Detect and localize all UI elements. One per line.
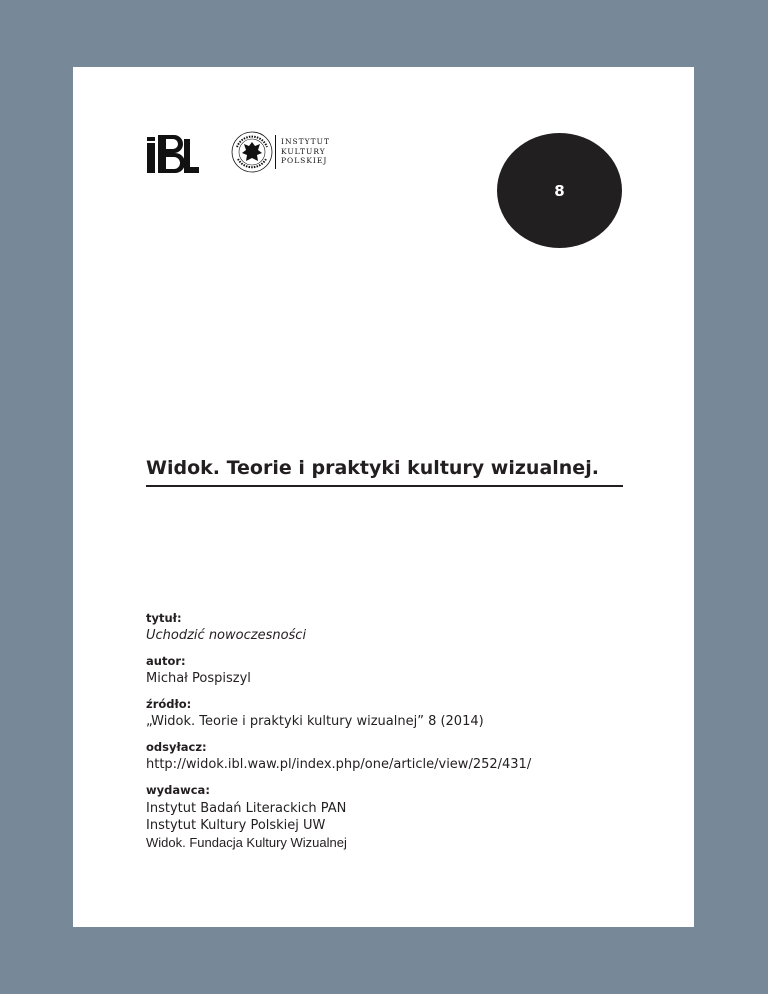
author-label: autor: bbox=[146, 654, 186, 668]
publisher-list bbox=[146, 800, 666, 851]
source-value: „Widok. Teorie i praktyki kultury wizualnej” 8 (2014) bbox=[146, 714, 484, 729]
issue-number: 8 bbox=[554, 181, 565, 200]
title-label: tytuł: bbox=[146, 611, 182, 625]
title-value: Uchodzić nowoczesności bbox=[146, 628, 307, 643]
author-value: Michał Pospiszyl bbox=[146, 671, 251, 686]
publisher-label: wydawca: bbox=[146, 783, 210, 797]
publisher-item: Instytut Kultury Polskiej UW bbox=[146, 818, 326, 833]
logo-divider bbox=[275, 135, 276, 169]
ikp-line: INSTYTUT bbox=[281, 137, 330, 146]
source-label: źródło: bbox=[146, 697, 192, 711]
publisher-item: Instytut Badań Literackich PAN bbox=[146, 801, 347, 816]
ikp-line: KULTURY bbox=[281, 146, 326, 156]
journal-title: Widok. Teorie i praktyki kultury wizualnej. bbox=[146, 457, 623, 487]
article-link[interactable]: http://widok.ibl.waw.pl/index.php/one/article/view/252/431/ bbox=[146, 757, 532, 772]
metadata-block bbox=[146, 611, 666, 851]
ikp-line: POLSKIEJ bbox=[281, 156, 328, 165]
ikp-logo-text bbox=[281, 137, 330, 166]
publisher-item: Widok. Fundacja Kultury Wizualnej bbox=[146, 835, 347, 850]
ibl-logo bbox=[147, 135, 199, 175]
link-label: odsyłacz: bbox=[146, 740, 207, 754]
document-page bbox=[73, 67, 694, 927]
university-seal-logo bbox=[231, 131, 273, 173]
issue-number-badge bbox=[497, 133, 622, 248]
